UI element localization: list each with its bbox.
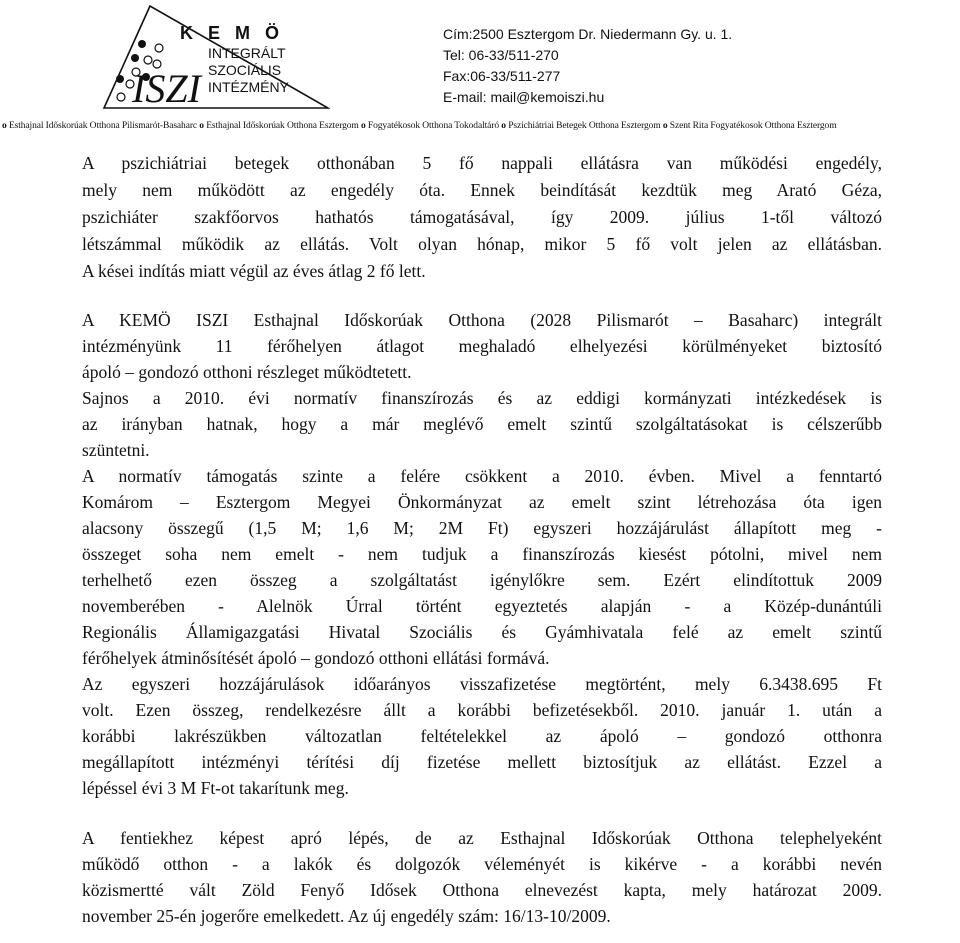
unit-item: Fogyatékosok Otthona Tokodaltáró [367, 121, 499, 131]
fax: Fax:06-33/511-277 [443, 68, 561, 84]
text-line: szüntetni. [82, 440, 150, 460]
org-name-kemo: K E M Ö [180, 23, 285, 43]
unit-item: Esthajnal Időskorúak Otthona Esztergom [206, 121, 359, 131]
address: Cím:2500 Esztergom Dr. Niedermann Gy. u. 1. [443, 26, 733, 42]
text-line: A KEMÖ ISZI Esthajnal Időskorúak Otthona (2028 Pilismarót – Basaharc) integrált [82, 310, 882, 330]
unit-item: Pszichiátriai Betegek Otthona Esztergom [508, 121, 661, 131]
text-line: mely nem működött az engedély óta. Ennek beindítását kezdtük meg Arató Géza, [82, 180, 882, 200]
text-line: összeget soha nem emelt - nem tudjuk a finanszírozás kiesést pótolni, mivel nem [82, 544, 882, 564]
text-line: lépéssel évi 3 M Ft-ot takarítunk meg. [82, 778, 349, 798]
text-line: A normatív támogatás szinte a felére csökkent a 2010. évben. Mivel a fenntartó [82, 466, 882, 486]
text-line: A kései indítás miatt végül az éves átlag 2 fő lett. [82, 261, 426, 281]
email: E-mail: mail@kemoiszi.hu [443, 89, 605, 105]
text-line: terhelhető ezen összeg a szolgáltatást igénylőkre sem. Ezért elindítottuk 2009 [82, 570, 882, 590]
contact-info [443, 24, 732, 108]
text-line: Az egyszeri hozzájárulások időarányos visszafizetése megtörtént, mely 6.3438.695 Ft [82, 674, 882, 694]
text-line: intézményünk 11 férőhelyen átlagot meghaladó elhelyezési körülményeket biztosító [82, 336, 882, 356]
text-line: működő otthon - a lakók és dolgozók véleményét is kikérve - a korábbi nevén [82, 854, 882, 874]
org-name-line4: INTÉZMÉNY [208, 79, 289, 95]
text-line: A fentiekhez képest apró lépés, de az Esthajnal Időskorúak Otthona telephelyeként [82, 828, 882, 848]
unit-bullet: o [501, 121, 506, 131]
units-line [2, 121, 960, 131]
paragraph-zold-fenyo [82, 825, 882, 929]
paragraph-esthajnal [82, 307, 882, 801]
telephone: Tel: 06-33/511-270 [443, 47, 559, 63]
unit-bullet: o [360, 121, 366, 131]
text-line: november 25-én jogerőre emelkedett. Az új engedély szám: 16/13-10/2009. [82, 906, 611, 926]
paragraph-day-care [82, 150, 882, 285]
org-name-line3: SZOCIÁLIS [208, 62, 282, 78]
text-line: férőhelyek átminősítését ápoló – gondozó otthoni ellátási formává. [82, 648, 550, 668]
text-line: volt. Ezen összeg, rendelkezésre állt a korábbi befizetésekből. 2010. január 1. után a [82, 700, 882, 720]
unit-bullet: o [662, 121, 668, 131]
text-line: közismertté vált Zöld Fenyő Idősek Otthona elnevezést kapta, mely határozat 2009. [82, 880, 882, 900]
text-line: korábbi lakrészükben változatlan feltételekkel az ápoló – gondozó otthonra [82, 726, 882, 746]
document-body [82, 150, 882, 929]
text-line: alacsony összegű (1,5 M; 1,6 M; 2M Ft) egyszeri hozzájárulást állapított meg - [82, 518, 882, 538]
unit-item: Esthajnal Időskorúak Otthona Pilismarót-Basaharc [8, 121, 197, 131]
org-name-line2: INTEGRÁLT [208, 45, 286, 61]
organization-name [180, 24, 289, 97]
text-line: létszámmal működik az ellátás. Volt olyan hónap, mikor 5 fő volt jelen az ellátásban. [82, 234, 882, 254]
unit-item: Szent Rita Fogyatékosok Otthona Esztergom [669, 121, 837, 131]
text-line: novemberében - Alelnök Úrral történt egyeztetés alapján - a Közép-dunántúli [82, 596, 882, 616]
unit-bullet: o [199, 121, 204, 131]
text-line: Sajnos a 2010. évi normatív finanszírozás és az eddigi kormányzati intézkedések is [82, 388, 882, 408]
text-line: Komárom – Esztergom Megyei Önkormányzat az emelt szint létrehozása óta igen [82, 492, 882, 512]
logo-iszi-text: ISZI [132, 66, 201, 111]
text-line: pszichiáter szakfőorvos hathatós támogatásával, így 2009. július 1-től változó [82, 207, 882, 227]
text-line: A pszichiátriai betegek otthonában 5 fő nappali ellátásra van működési engedély, [82, 153, 882, 173]
text-line: ápoló – gondozó otthoni részleget működtetett. [82, 362, 412, 382]
text-line: Regionális Államigazgatási Hivatal Szociális és Gyámhivatala felé az emelt szintű [82, 622, 882, 642]
unit-bullet: o [2, 121, 7, 131]
text-line: megállapított intézményi térítési díj fizetése mellett biztosítjuk az ellátást. Ezzel a [82, 752, 882, 772]
text-line: az irányban hatnak, hogy a már meglévő emelt szintű szolgáltatásokat is célszerűbb [82, 414, 882, 434]
